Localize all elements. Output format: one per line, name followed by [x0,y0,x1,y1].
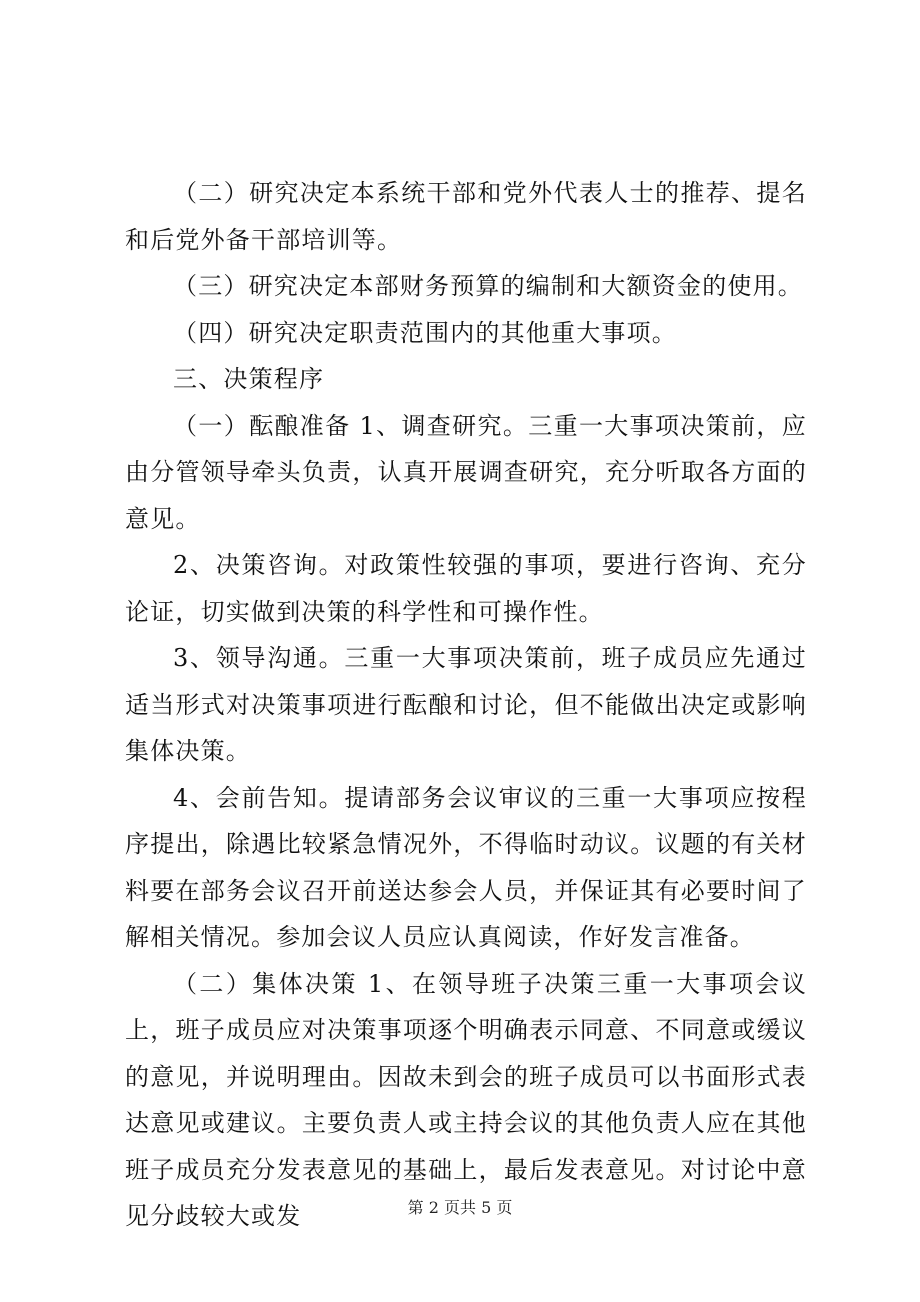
paragraph-7: 3、领导沟通。三重一大事项决策前，班子成员应先通过适当形式对决策事项进行酝酿和讨论，但不能做出决定或影响集体决策。 [125,644,807,765]
page-footer [0,1196,920,1220]
paragraph-3: （四）研究决定职责范围内的其他重大事项。 [173,318,677,347]
paragraph-1: （二）研究决定本系统干部和党外代表人士的推荐、提名和后党外备干部培训等。 [125,179,807,254]
section-heading-decision-procedure: 三、决策程序 [173,365,325,393]
page-total: 共 5 页 [460,1198,513,1217]
paragraph-5: （一）酝酿准备 1、调查研究。三重一大事项决策前，应由分管领导牵头负责，认真开展调查研究，充分听取各方面的意见。 [125,411,807,533]
paragraph-9: （二）集体决策 1、在领导班子决策三重一大事项会议上，班子成员应对决策事项逐个明确表示同意、不同意或缓议的意见，并说明理由。因故未到会的班子成员可以书面形式表达意见或建议。主要负责人或主持会议的其他负责人应在其他班子成员充分发表意见的基础上，最后发表意见。对讨论中意见分歧较大或发 [125,969,807,1230]
page-number: 第 2 页 [407,1198,460,1217]
document-body [125,170,807,1240]
paragraph-2: （三）研究决定本部财务预算的编制和大额资金的使用。 [173,272,803,300]
paragraph-8: 4、会前告知。提请部务会议审议的三重一大事项应按程序提出，除遇比较紧急情况外，不得临时动议。议题的有关材料要在部务会议召开前送达参会人员，并保证其有必要时间了解相关情况。参加会议人员应认真阅读，作好发言准备。 [125,783,807,951]
paragraph-6: 2、决策咨询。对政策性较强的事项，要进行咨询、充分论证，切实做到决策的科学性和可操作性。 [125,551,807,626]
